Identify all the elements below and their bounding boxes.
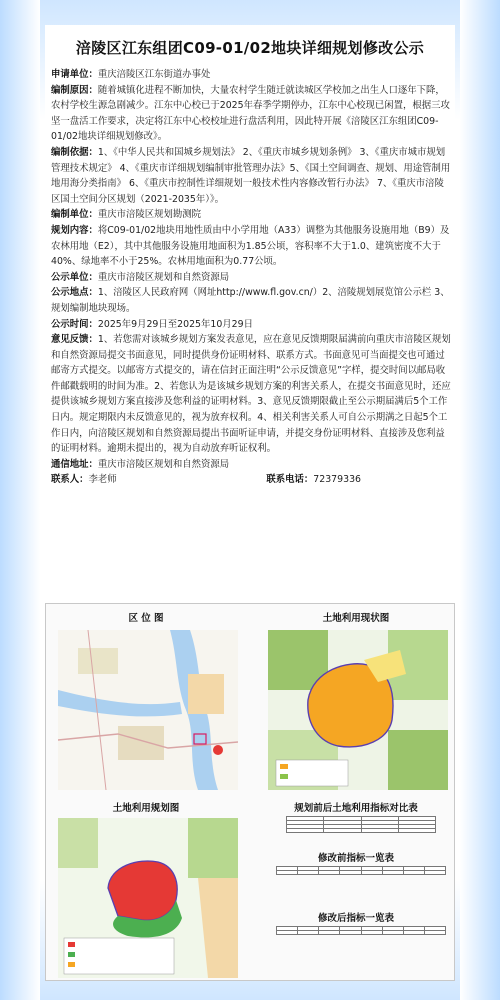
location-map-caption: 区 位 图: [128, 613, 164, 624]
period-row: [51, 317, 451, 333]
basis-row: [51, 145, 451, 207]
location-row: [51, 285, 451, 316]
contact-phone: [266, 472, 361, 488]
address-row: [51, 457, 451, 473]
address-value: 重庆市涪陵区规划和自然资源局: [97, 458, 230, 470]
after-table-caption: 修改后指标一览表: [317, 913, 394, 924]
compiler-value: 重庆市涪陵区规划勘测院: [97, 209, 202, 221]
phone-label: 联系电话：: [266, 474, 314, 486]
period-value: 2025年9月29日至2025年10月29日: [97, 318, 253, 330]
after-table: [276, 926, 446, 935]
reason-value: 随着城镇化进程不断加快，大量农村学生随迁就读城区学校加之出生人口逐年下降，农村学校生源急剧减少。江东中心校已于2025年春季学期停办，江东中心校现已闲置，根据三攻坚一盘活工作要求，决定将江东中心校校址进行盘活利用，因此特开展《涪陵区江东组团C09-01/02地块详细规划修改》。: [51, 84, 450, 143]
notice-sheet: [45, 25, 455, 980]
basis-label: 编制依据：: [51, 146, 98, 158]
content-value: 将C09-01/02地块用地性质由中小学用地（A33）调整为其他服务设施用地（B9）及农林用地（E2），其中其他服务设施用地面积为1.85公顷，容积率不大于1.0、建筑密度不大于40%、绿地率不小于25%。农林用地面积为0.77公顷。: [51, 224, 450, 268]
period-label: 公示时间：: [51, 318, 98, 330]
publisher-value: 重庆市涪陵区规划和自然资源局: [97, 271, 230, 283]
applicant-value: 重庆涪陵区江东街道办事处: [97, 69, 211, 80]
before-table-caption: 修改前指标一览表: [317, 853, 394, 864]
location-value: 1、涪陵区人民政府网（网址http://www.fl.gov.cn/）2、涪陵规划展览馆公示栏 3、规划编制地块现场。: [51, 287, 450, 314]
planned-use-caption: 土地利用规划图: [112, 803, 180, 814]
feedback-label: 意见反馈：: [51, 334, 98, 346]
contact-person: [51, 472, 117, 488]
location-label: 公示地点：: [51, 287, 98, 299]
contact-row: [51, 472, 451, 488]
current-use-map: [268, 630, 448, 790]
feedback-value: 1、若您需对该城乡规划方案发表意见，应在意见反馈期限届满前向重庆市涪陵区规划和自然资源局提交书面意见，同时提供身份证明材料、联系方式。书面意见可当面提交也可通过邮寄方式提交。以邮寄方式提交的，请在信封正面注明“公示反馈意见”字样，提交时间以邮局收件邮戳载明的时间为准。2、若您认为是该城乡规划方案的利害关系人，在提交书面意见时，还应提供该城乡规划方案直接涉及您利益的证明材料。3、意见反馈期限截止至公示期届满后5个工作日内。规定期限内未反馈意见的，视为放弃权利。4、相关利害关系人可自公示期满之日起5个工作日内，向涪陵区规划和自然资源局提出书面听证申请，并提交身份证明材料、直接涉及您利益的证明材料。逾期未提出的，视为自动放弃听证权利。: [51, 334, 451, 455]
location-map: [58, 630, 238, 790]
contact-label: 联系人：: [51, 474, 89, 486]
address-label: 通信地址：: [51, 458, 98, 470]
basis-value: 1、《中华人民共和国城乡规划法》 2、《重庆市城乡规划条例》 3、《重庆市城市规划管理技术规定》 4、《重庆市详细规划编制审批管理办法》5、《国土空间调查、规划、用途管制用地用海分类指南》 6、《重庆市控制性详细规划一般技术性内容修改暂行办法》 7、《重庆市涪陵区国土空间分区规划（2021-2035年）》。: [51, 146, 451, 205]
publisher-row: [51, 270, 451, 286]
comparison-caption: 规划前后土地利用指标对比表: [294, 803, 418, 814]
applicant-label: 申请单位：: [51, 69, 98, 80]
notice-title: 涪陵区江东组团C09-01/02地块详细规划修改公示: [75, 39, 425, 57]
figures-panel: [45, 603, 455, 981]
content-label: 规划内容：: [51, 224, 98, 236]
current-use-caption: 土地利用现状图: [322, 613, 390, 624]
notice-body: [51, 67, 451, 488]
content-row: [51, 223, 451, 270]
reason-row: [51, 83, 451, 145]
compiler-label: 编制单位：: [51, 209, 98, 221]
publisher-label: 公示单位：: [51, 271, 98, 283]
reason-label: 编制原因：: [51, 84, 98, 96]
applicant-row: [51, 67, 451, 83]
compiler-row: [51, 207, 451, 223]
phone-value: 72379336: [313, 474, 361, 486]
contact-value: 李老师: [88, 474, 117, 486]
planned-use-map: [58, 818, 238, 978]
before-table: [276, 866, 446, 875]
feedback-row: [51, 332, 451, 457]
comparison-table: [286, 816, 436, 833]
